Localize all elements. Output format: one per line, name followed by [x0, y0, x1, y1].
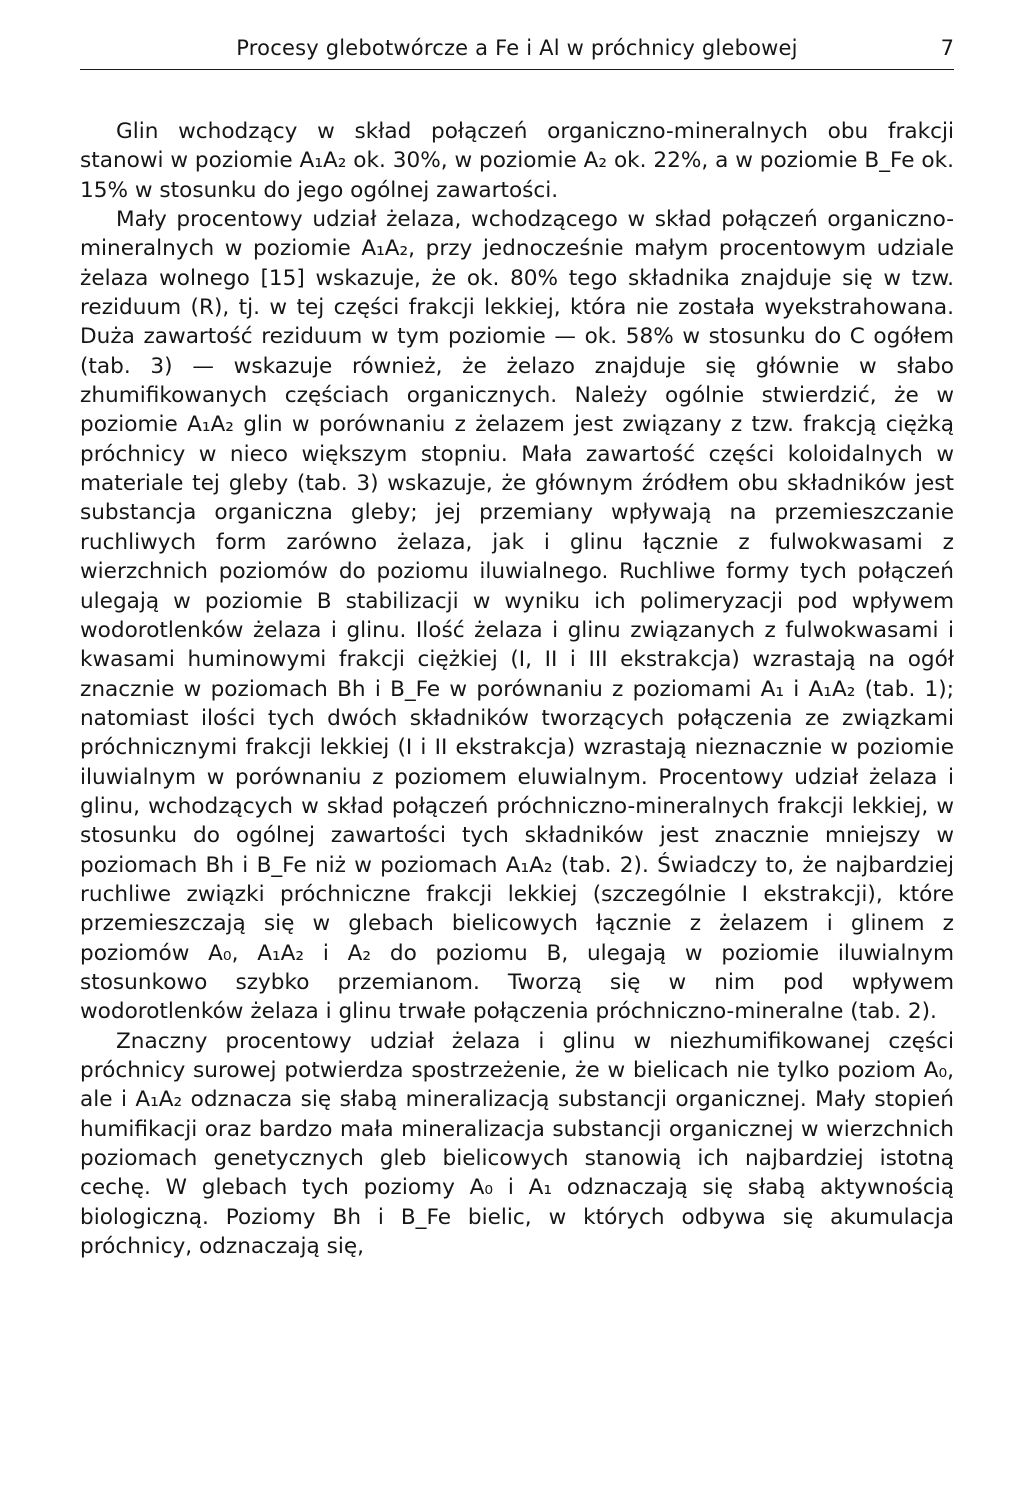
running-head [80, 28, 954, 68]
paragraph-3: Znaczny procentowy udział żelaza i glinu w niezhumifikowanej części próchnicy surowej potwierdza spostrzeżenie, że w bielicach nie tylko poziom A₀, ale i A₁A₂ odznacza się słabą mineralizacją substancji organicznej. Mały stopień humifikacji oraz bardzo mała mineralizacja substancji organicznej w wierzchnich poziomach genetycznych gleb bielicowych stanowią ich najbardziej istotną cechę. W glebach tych poziomy A₀ i A₁ odznaczają się słabą aktywnością biologiczną. Poziomy Bh i B_Fe bielic, w których odbywa się akumulacja próchnicy, odznaczają się, [80, 1028, 954, 1260]
header-rule [80, 69, 954, 70]
body-text [80, 117, 954, 1261]
paragraph-1: Glin wchodzący w skład połączeń organiczno-mineralnych obu frakcji stanowi w poziomie A₁A₂ ok. 30%, w poziomie A₂ ok. 22%, a w poziomie B_Fe ok. 15% w stosunku do jego ogólnej zawartości. [80, 119, 954, 203]
document-page [80, 28, 954, 1261]
running-title: Procesy glebotwórcze a Fe i Al w próchnicy glebowej [236, 36, 798, 60]
paragraph-2: Mały procentowy udział żelaza, wchodzącego w skład połączeń organiczno-mineralnych w poziomie A₁A₂, przy jednocześnie małym procentowym udziale żelaza wolnego [15] wskazuje, że ok. 80% tego składnika znajduje się w tzw. reziduum (R), tj. w tej części frakcji lekkiej, która nie została wyekstrahowana. Duża zawartość reziduum w tym poziomie — ok. 58% w stosunku do C ogółem (tab. 3) — wskazuje również, że żelazo znajduje się głównie w słabo zhumifikowanych częściach organicznych. Należy ogólnie stwierdzić, że w poziomie A₁A₂ glin w porównaniu z żelazem jest związany z tzw. frakcją ciężką próchnicy w nieco większym stopniu. Mała zawartość części koloidalnych w materiale tej gleby (tab. 3) wskazuje, że głównym źródłem obu składników jest substancja organiczna gleby; jej przemiany wpływają na przemieszczanie ruchliwych form zarówno żelaza, jak i glinu łącznie z fulwokwasami z wierzchnich poziomów do poziomu iluwialnego. Ruchliwe formy tych połączeń ulegają w poziomie B stabilizacji w wyniku ich polimeryzacji pod wpływem wodorotlenków żelaza i glinu. Ilość żelaza i glinu związanych z fulwokwasami i kwasami huminowymi frakcji ciężkiej (I, II i III ekstrakcja) wzrastają na ogół znacznie w poziomach Bh i B_Fe w porównaniu z poziomami A₁ i A₁A₂ (tab. 1); natomiast ilości tych dwóch składników tworzących połączenia ze związkami próchnicznymi frakcji lekkiej (I i II ekstrakcja) wzrastają nieznacznie w poziomie iluwialnym w porównaniu z poziomem eluwialnym. Procentowy udział żelaza i glinu, wchodzących w skład połączeń próchniczno-mineralnych frakcji lekkiej, w stosunku do ogólnej zawartości tych składników jest znacznie mniejszy w poziomach Bh i B_Fe niż w poziomach A₁A₂ (tab. 2). Świadczy to, że najbardziej ruchliwe związki próchniczne frakcji lekkiej (szczególnie I ekstrakcji), które przemieszczają się w glebach bielicowych łącznie z żelazem i glinem z poziomów A₀, A₁A₂ i A₂ do poziomu B, ulegają w poziomie iluwialnym stosunkowo szybko przemianom. Tworzą się w nim pod wpływem wodorotlenków żelaza i glinu trwałe połączenia próchniczno-mineralne (tab. 2). [80, 207, 954, 1025]
page-number: 7 [940, 36, 954, 60]
